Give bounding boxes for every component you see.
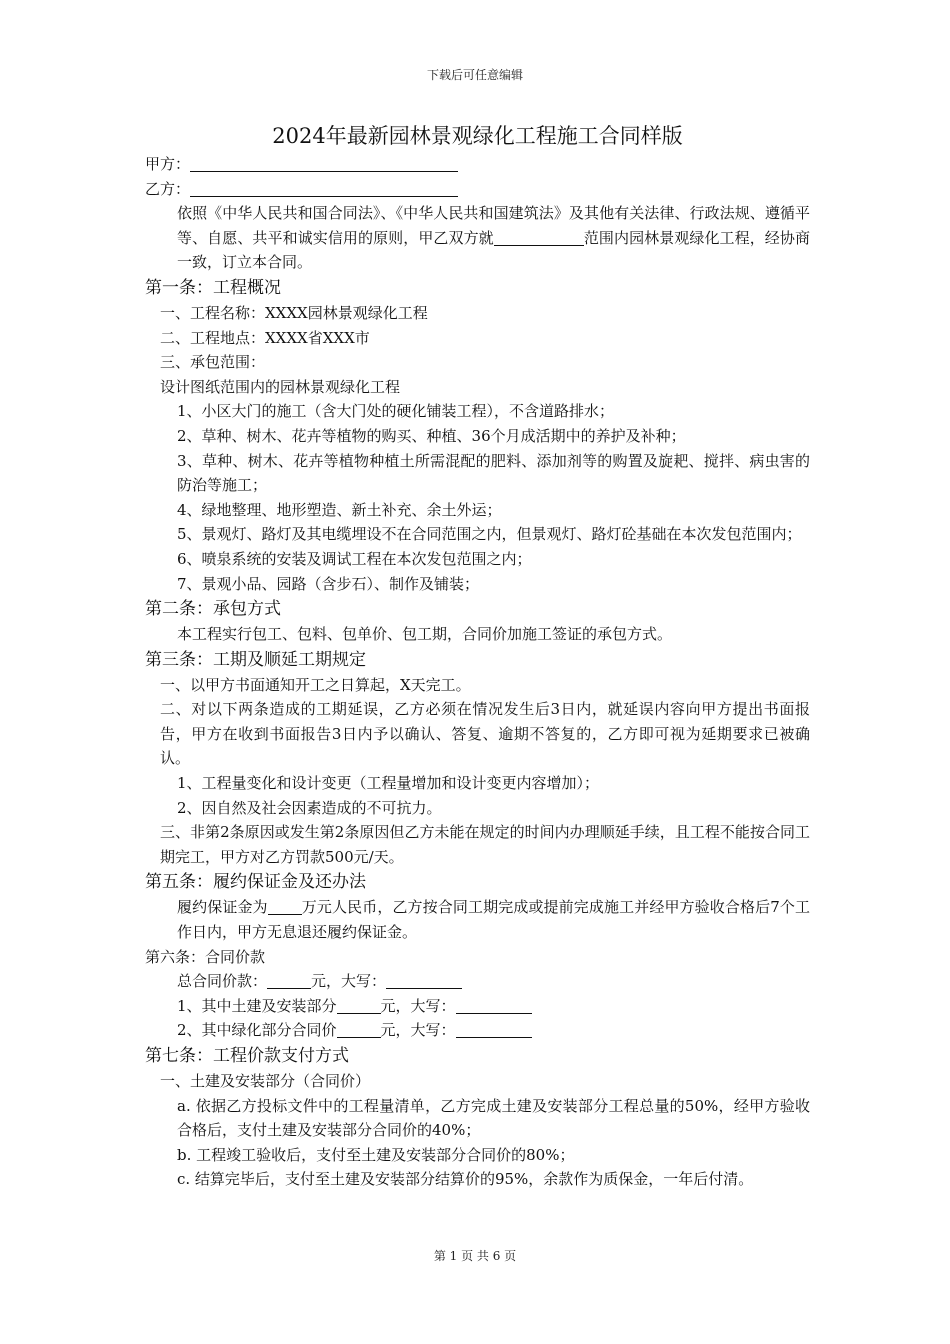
deposit-text-2: 万元人民币，乙方按合同工期完成或提前完成施工并经甲方验收合格后7个工作日内，甲方无息退还履约保证金。 — [177, 898, 810, 942]
civil-price-words-blank — [456, 997, 532, 1014]
party-a-line — [145, 152, 810, 177]
project-name: 一、工程名称：XXXX园林景观绿化工程 — [160, 303, 428, 322]
article-1-heading: 第一条：工程概况 — [145, 277, 281, 298]
party-b-label: 乙方： — [145, 179, 191, 198]
party-b-blank — [190, 180, 458, 197]
preamble-text-1: 依照《中华人民共和国合同法》、《中华人民共和国建筑法》及其他有关法律、行政法规、遵循平等、自愿、共平和诚实信用的原则，甲乙双方就 — [177, 204, 810, 247]
civil-price-line — [145, 994, 810, 1019]
deposit-text-1: 履约保证金为 — [177, 898, 268, 917]
page-footer: 第 1 页 共 6 页 — [433, 1249, 517, 1263]
article-3-clause-2: 二、对以下两条造成的工期延误，乙方必须在情况发生后3日内，就延误内容向甲方提出书面报告，甲方在收到书面报告3日内予以确认、答复、逾期不答复的，乙方即可视为延期要求已被确认。 — [160, 700, 810, 768]
article-6-heading: 第六条：合同价款 — [145, 947, 266, 966]
article-3-clause-1: 一、以甲方书面通知开工之日算起，X天完工。 — [160, 675, 471, 694]
green-price-label: 2、其中绿化部分合同价 — [177, 1021, 337, 1040]
article-3-heading: 第三条：工期及顺延工期规定 — [145, 649, 366, 670]
deposit-amount-blank — [268, 898, 302, 915]
article-7-sub-1: 一、土建及安装部分（合同价） — [160, 1072, 371, 1090]
preamble-text-2: 范围内园林景观绿化工程，经协商一致，订立本合同。 — [177, 228, 810, 272]
scope-item: 1、小区大门的施工（含大门处的硬化铺装工程），不含道路排水； — [177, 402, 615, 421]
total-price-words-blank — [386, 972, 462, 989]
document-title: 2024年最新园林景观绿化工程施工合同样版 — [272, 124, 683, 148]
article-2-text: 本工程实行包工、包料、包单价、包工期，合同价加施工签证的承包方式。 — [177, 625, 673, 644]
payment-item-a: a. 依据乙方投标文件中的工程量清单，乙方完成土建及安装部分工程总量的50%，经甲方验收合格后，支付土建及安装部分合同价的40%； — [177, 1096, 810, 1140]
green-price-words-blank — [456, 1021, 532, 1038]
scope-item: 4、绿地整理、地形塑造、新土补充、余土外运； — [177, 500, 502, 519]
document-body — [145, 120, 810, 1192]
preamble-paragraph — [145, 201, 810, 275]
scope-blank — [494, 229, 584, 246]
civil-price-blank — [337, 997, 381, 1014]
party-a-label: 甲方： — [145, 155, 191, 173]
party-a-blank — [190, 155, 458, 172]
scope-item: 2、草种、树木、花卉等植物的购买、种植、36个月成活期中的养护及补种； — [177, 426, 686, 445]
scope-item: 6、喷泉系统的安装及调试工程在本次发包范围之内； — [177, 549, 532, 568]
scope-item: 3、草种、树木、花卉等植物种植土所需混配的肥料、添加剂等的购置及旋耙、搅拌、病虫害的防治等施工； — [177, 451, 810, 495]
article-3-clause-2a: 1、工程量变化和设计变更（工程量增加和设计变更内容增加）； — [177, 774, 600, 793]
scope-item: 7、景观小品、园路（含步石）、制作及铺装； — [177, 574, 480, 593]
scope-item: 5、景观灯、路灯及其电缆埋设不在合同范围之内，但景观灯、路灯砼基础在本次发包范围内； — [177, 525, 802, 544]
payment-item-b: b. 工程竣工验收后，支付至土建及安装部分合同价的80%； — [177, 1145, 575, 1164]
contract-scope-label: 三、承包范围： — [160, 353, 266, 372]
payment-item-c: c. 结算完毕后，支付至土建及安装部分结算价的95%，余款作为质保金，一年后付清。 — [177, 1170, 754, 1189]
green-price-blank — [337, 1021, 381, 1038]
article-5-text — [145, 895, 810, 944]
article-7-heading: 第七条：工程价款支付方式 — [145, 1046, 349, 1066]
article-3-clause-2b: 2、因自然及社会因素造成的不可抗力。 — [177, 798, 442, 817]
civil-price-words-label: 元，大写： — [380, 996, 456, 1015]
total-price-blank — [267, 972, 311, 989]
project-location: 二、工程地点：XXXX省XXX市 — [160, 328, 370, 347]
article-3-clause-3: 三、非第2条原因或发生第2条原因但乙方未能在规定的时间内办理顺延手续，且工程不能按合同工期完工，甲方对乙方罚款500元/天。 — [160, 823, 810, 866]
civil-price-label: 1、其中土建及安装部分 — [177, 996, 337, 1015]
green-price-words-label: 元，大写： — [380, 1021, 456, 1040]
total-price-line — [145, 969, 810, 994]
green-price-line — [145, 1018, 810, 1043]
total-price-label: 总合同价款： — [177, 972, 268, 991]
total-price-words-label: 元，大写： — [311, 972, 387, 991]
article-2-heading: 第二条：承包方式 — [145, 599, 281, 620]
page-header: 下载后可任意编辑 — [426, 68, 523, 82]
contract-scope-desc: 设计图纸范围内的园林景观绿化工程 — [160, 377, 401, 396]
article-5-heading: 第五条：履约保证金及还办法 — [145, 872, 366, 893]
party-b-line — [145, 177, 810, 202]
